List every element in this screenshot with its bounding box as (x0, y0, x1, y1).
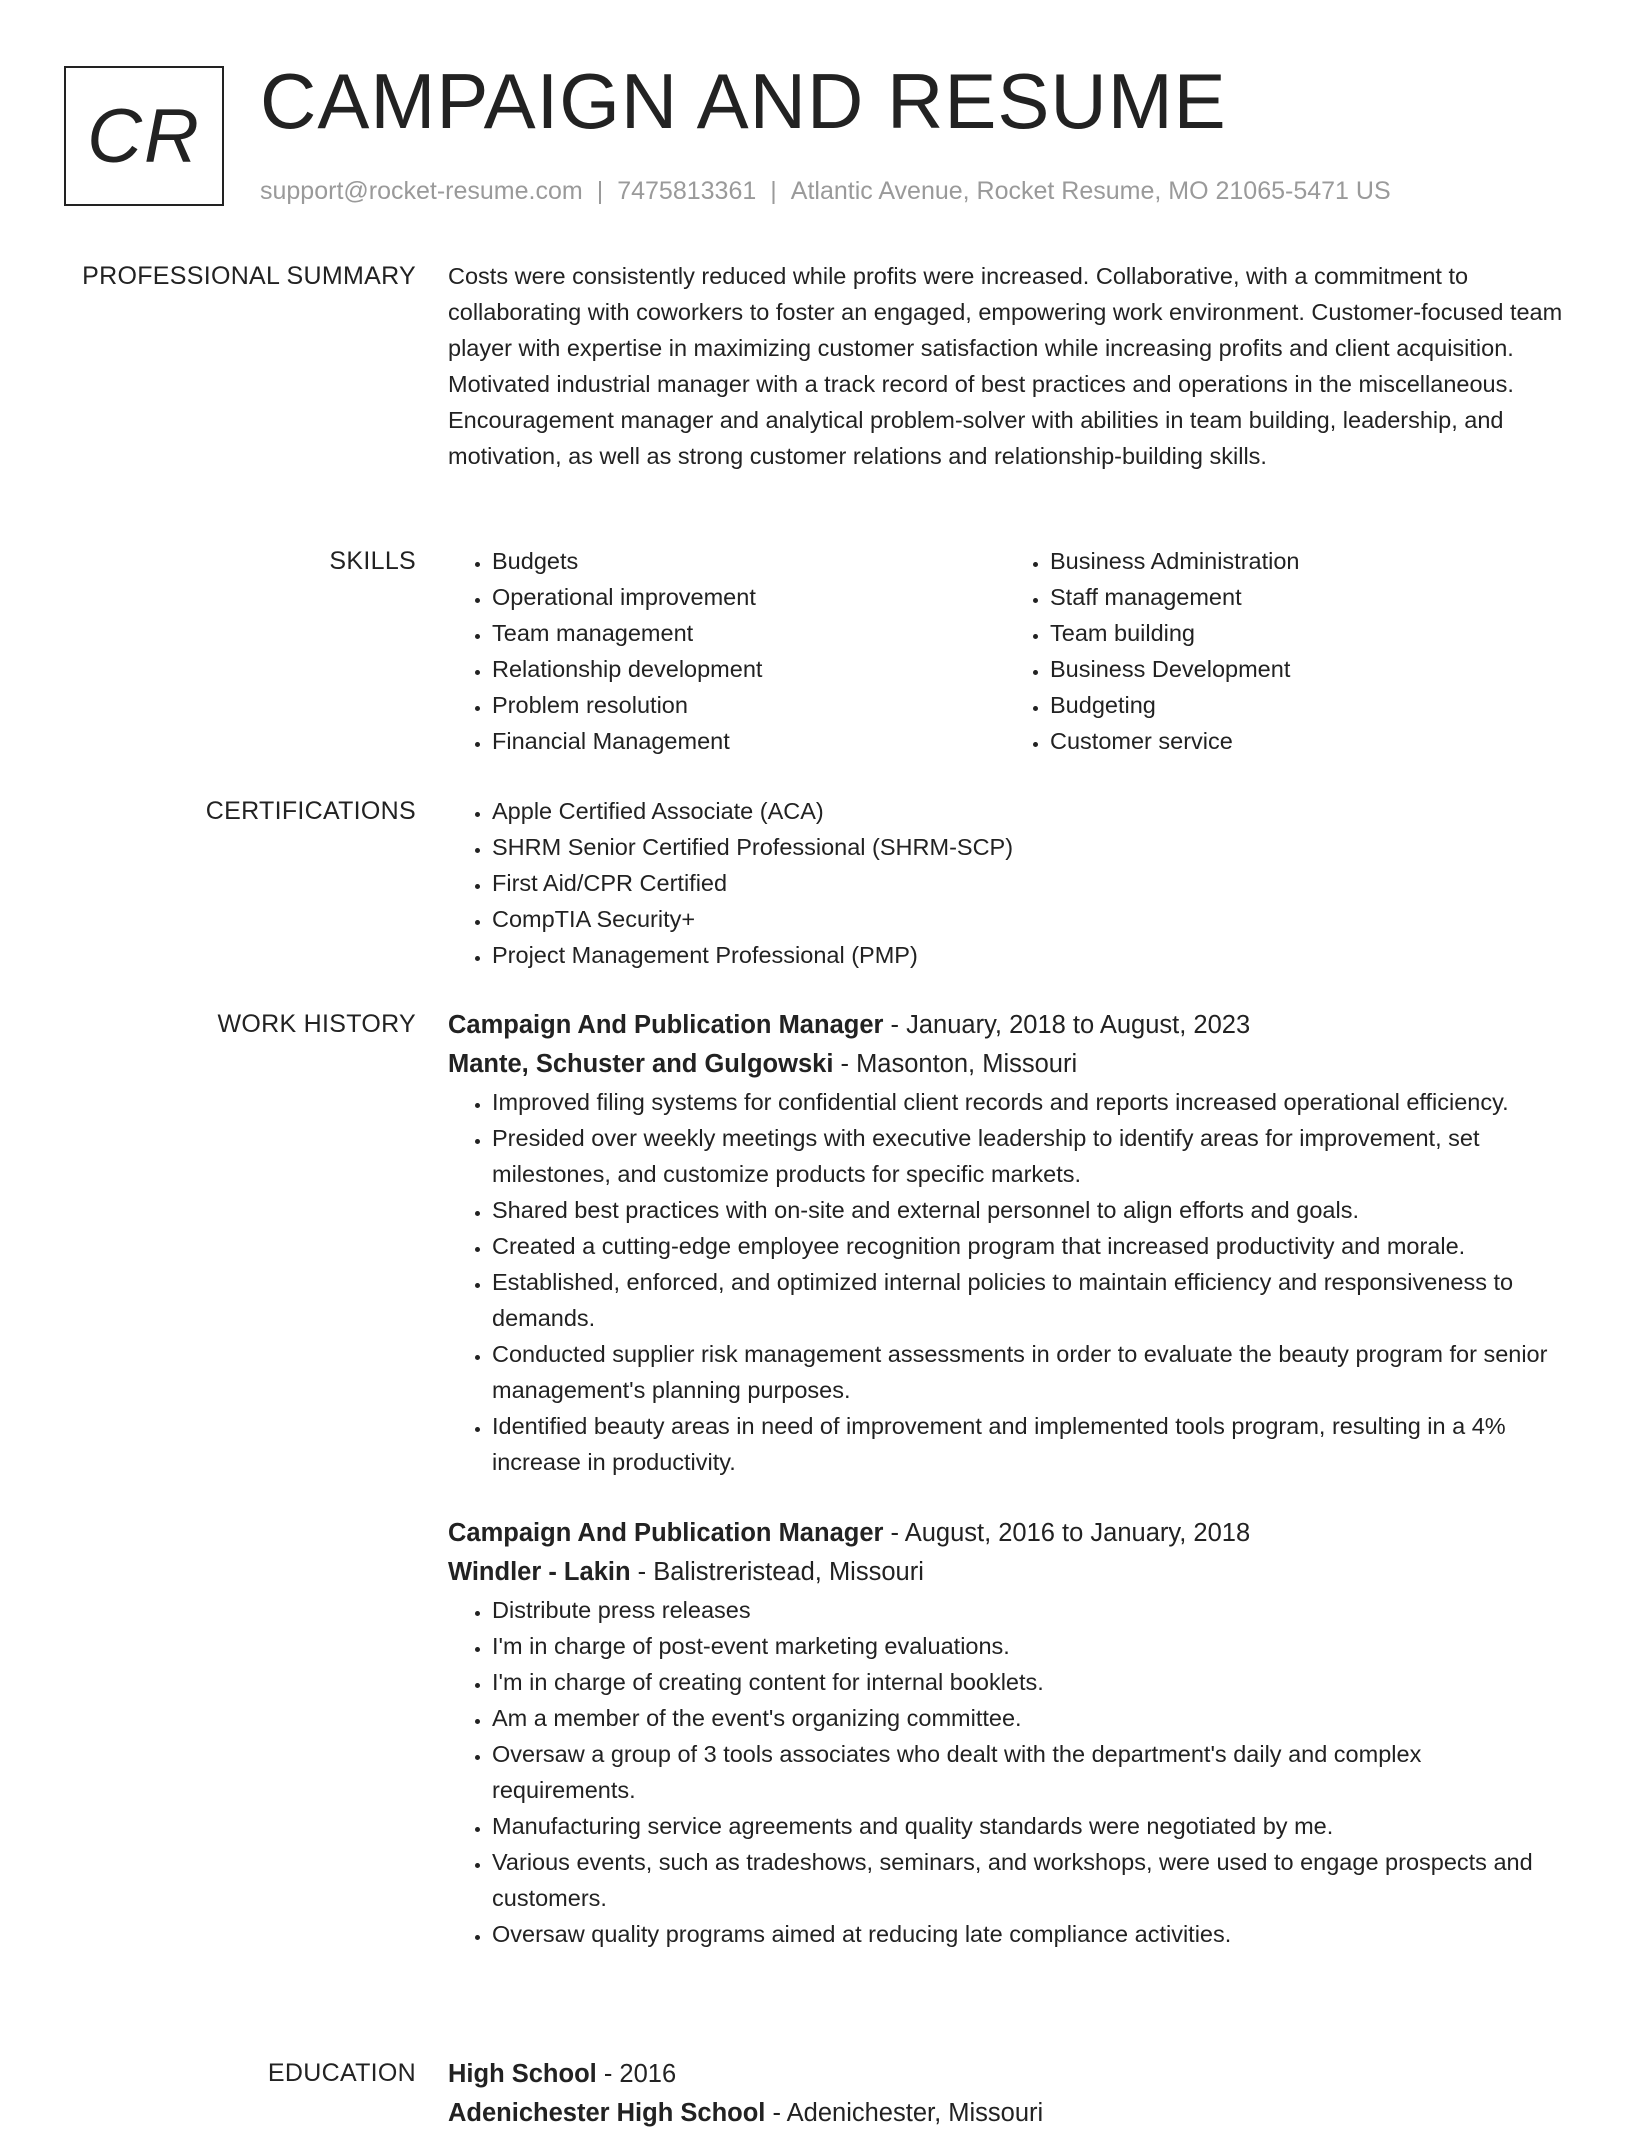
contact-email: support@rocket-resume.com (260, 177, 583, 205)
skill-item: • Business Development (1050, 651, 1564, 687)
certification-item: • Project Management Professional (PMP) (492, 937, 1564, 973)
certifications-heading: CERTIFICATIONS (205, 797, 416, 825)
job-duty: • Various events, such as tradeshows, seminars, and workshops, were used to engage prospects and customers. (492, 1844, 1564, 1916)
job-entry (448, 1006, 1564, 1480)
contact-line (260, 174, 1391, 208)
job-duty: • Distribute press releases (492, 1592, 1564, 1628)
skill-item: • Budgeting (1050, 687, 1564, 723)
job-duty: • I'm in charge of post-event marketing evaluations. (492, 1628, 1564, 1664)
certification-item: • SHRM Senior Certified Professional (SHRM-SCP) (492, 829, 1564, 865)
job-title-line (448, 1514, 1564, 1553)
job-company-line (448, 1045, 1564, 1084)
contact-separator: | (770, 177, 777, 205)
skill-item: • Financial Management (492, 723, 1006, 759)
resume-name: CAMPAIGN AND RESUME (260, 57, 1227, 145)
education-degree-line (448, 2055, 1564, 2094)
skill-item: • Business Administration (1050, 543, 1564, 579)
summary-text: Costs were consistently reduced while profits were increased. Collaborative, with a commitment to collaborating with coworkers to foster an engaged, empowering work environment. Customer-focused team player with expertise in maximizing customer satisfaction while increasing profits and client acquisition. Motivated industrial manager with a track record of best practices and operations in the miscellaneous. Encouragement manager and analytical problem-solver with abilities in team building, leadership, and motivation, as well as strong customer relations and relationship-building skills. (448, 263, 1563, 469)
skill-item: • Problem resolution (492, 687, 1006, 723)
job-title-line (448, 1006, 1564, 1045)
job-duties-list (448, 1592, 1564, 1952)
skills-list-left (448, 543, 1006, 759)
education-heading: EDUCATION (267, 2059, 416, 2087)
skills-list-right (1006, 543, 1564, 759)
job-duty: • Manufacturing service agreements and quality standards were negotiated by me. (492, 1808, 1564, 1844)
skills-heading: SKILLS (329, 547, 416, 575)
certification-item: • Apple Certified Associate (ACA) (492, 793, 1564, 829)
skill-item: • Operational improvement (492, 579, 1006, 615)
skill-item: • Staff management (1050, 579, 1564, 615)
education-year: - 2016 (596, 2060, 677, 2088)
certification-item: • CompTIA Security+ (492, 901, 1564, 937)
job-company-line (448, 1553, 1564, 1592)
skill-item: • Budgets (492, 543, 1006, 579)
work-history-heading: WORK HISTORY (217, 1010, 416, 1038)
job-dates: - January, 2018 to August, 2023 (883, 1011, 1251, 1039)
education-location: - Adenichester, Missouri (765, 2099, 1044, 2127)
job-company: Mante, Schuster and Gulgowski (448, 1050, 834, 1078)
job-title: Campaign And Publication Manager (448, 1011, 884, 1039)
certification-item: • First Aid/CPR Certified (492, 865, 1564, 901)
job-location: - Masonton, Missouri (833, 1050, 1078, 1078)
skill-item: • Team building (1050, 615, 1564, 651)
summary-heading: PROFESSIONAL SUMMARY (82, 262, 416, 290)
education-degree: High School (448, 2060, 597, 2088)
skill-item: • Relationship development (492, 651, 1006, 687)
job-duty: • Oversaw a group of 3 tools associates who dealt with the department's daily and complex requirements. (492, 1736, 1564, 1808)
job-duty: • Created a cutting-edge employee recognition program that increased productivity and morale. (492, 1228, 1564, 1264)
job-duty: • Am a member of the event's organizing committee. (492, 1700, 1564, 1736)
education-school-line (448, 2094, 1564, 2133)
job-duty: • Presided over weekly meetings with executive leadership to identify areas for improvement, set milestones, and customize products for specific markets. (492, 1120, 1564, 1192)
job-duty: • Established, enforced, and optimized internal policies to maintain efficiency and responsiveness to demands. (492, 1264, 1564, 1336)
contact-separator: | (596, 177, 604, 205)
skill-item: • Team management (492, 615, 1006, 651)
job-duty: • Shared best practices with on-site and external personnel to align efforts and goals. (492, 1192, 1564, 1228)
job-duty: • I'm in charge of creating content for internal booklets. (492, 1664, 1564, 1700)
job-title: Campaign And Publication Manager (448, 1519, 884, 1547)
job-duties-list (448, 1084, 1564, 1480)
skill-item: • Customer service (1050, 723, 1564, 759)
job-duty: • Conducted supplier risk management assessments in order to evaluate the beauty program for senior management's planning purposes. (492, 1336, 1564, 1408)
job-duty: • Improved filing systems for confidential client records and reports increased operational efficiency. (492, 1084, 1564, 1120)
job-entry (448, 1514, 1564, 1952)
job-company: Windler - Lakin (448, 1558, 631, 1586)
job-duty: • Identified beauty areas in need of improvement and implemented tools program, resulting in a 4% increase in productivity. (492, 1408, 1564, 1480)
contact-address: Atlantic Avenue, Rocket Resume, MO 21065-5471 US (790, 177, 1391, 205)
monogram-logo: CR (64, 66, 224, 206)
job-dates: - August, 2016 to January, 2018 (883, 1519, 1251, 1547)
contact-phone: 7475813361 (617, 177, 757, 205)
certifications-list (448, 793, 1564, 973)
education-school: Adenichester High School (448, 2099, 766, 2127)
job-location: - Balistreristead, Missouri (630, 1558, 924, 1586)
job-duty: • Oversaw quality programs aimed at reducing late compliance activities. (492, 1916, 1564, 1952)
